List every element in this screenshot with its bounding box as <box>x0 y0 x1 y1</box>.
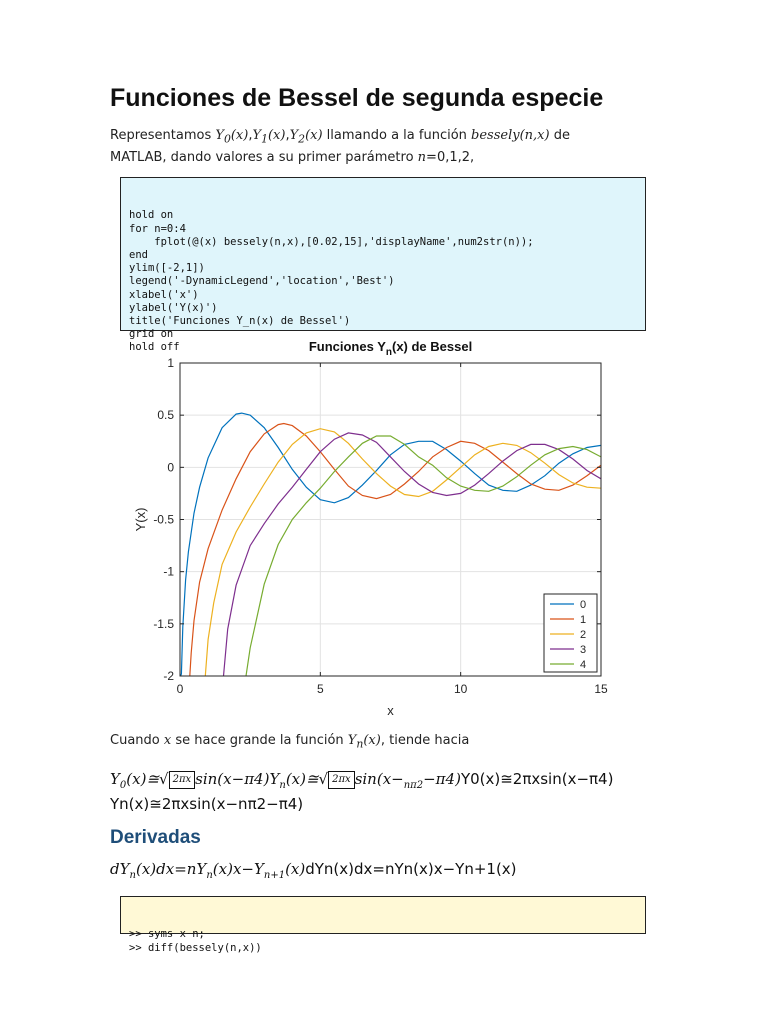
eq-term: (x)≅√ <box>126 770 169 788</box>
eq-sub: nπ2 <box>403 780 424 791</box>
asymptotic-equation <box>110 770 613 791</box>
eq-sub: n <box>129 870 136 881</box>
x-tick-label: 10 <box>453 682 468 696</box>
chart-title-main: Funciones Y <box>308 339 386 354</box>
x-tick-label: 0 <box>176 682 184 696</box>
page-title: Funciones de Bessel de segunda especie <box>110 84 604 112</box>
chart-title-sub: n <box>385 347 392 358</box>
intro-function-name: bessely(n,x) <box>471 128 550 143</box>
intro-param: n <box>417 149 427 165</box>
matlab-code-block <box>120 177 646 354</box>
intro-text: Representamos <box>110 128 216 143</box>
para-text: , tiende hacia <box>380 733 470 748</box>
y-tick-label: 0 <box>167 460 174 475</box>
section-heading-derivadas: Derivadas <box>110 827 201 848</box>
derivative-equation <box>110 860 517 881</box>
y-axis-label: Y(x) <box>133 507 148 532</box>
eq-term: dY <box>110 860 130 878</box>
para-yn-arg: (x) <box>363 733 381 748</box>
intro-y0-arg: (x) <box>230 128 249 143</box>
eq-term: sin(x− <box>354 770 404 788</box>
para-text: se hace grande la función <box>171 733 348 748</box>
legend-label: 2 <box>580 629 587 641</box>
y-tick-label: -2 <box>163 669 174 683</box>
x-axis-label: x <box>387 703 394 718</box>
code-line: title('Funciones Y_n(x) de Bessel') <box>129 314 351 327</box>
chart-title <box>309 339 472 358</box>
code-line: hold on <box>129 209 174 222</box>
intro-text: =0,1,2, <box>426 149 475 165</box>
intro-y1: Y <box>252 128 262 143</box>
y-tick-label: -1 <box>163 564 174 579</box>
code-line: ylim([-2,1]) <box>129 262 205 275</box>
sqrt-box: 2πx <box>328 771 355 789</box>
code-line: >> syms x n; <box>129 928 205 941</box>
x-tick-label: 5 <box>316 682 324 696</box>
para-text: Cuando <box>110 733 164 748</box>
para-yn: Y <box>347 733 357 748</box>
intro-y0: Y <box>215 128 224 143</box>
eq-term: (x) <box>285 860 306 878</box>
code-line: grid on <box>129 328 174 341</box>
limit-paragraph <box>110 733 469 751</box>
intro-text: de <box>549 128 570 143</box>
y-tick-label: -1.5 <box>153 616 174 631</box>
code-line: fplot(@(x) bessely(n,x),[0.02,15],'displayName',num2str(n)); <box>129 235 534 248</box>
eq-sub: n+1 <box>263 870 286 881</box>
sqrt-box: 2πx <box>169 771 196 789</box>
eq-term: (x)≅√ <box>285 770 329 788</box>
code-line: hold off <box>129 341 180 354</box>
legend-label: 0 <box>580 599 587 611</box>
command-window-block <box>120 896 646 954</box>
intro-y0-sub: 0 <box>223 132 231 146</box>
intro-paragraph <box>110 127 650 167</box>
intro-y2-arg: (x) <box>305 128 323 143</box>
intro-y2-sub: 2 <box>298 132 306 146</box>
chart-title-rest: (x) de Bessel <box>391 339 473 354</box>
code-line: legend('-DynamicLegend','location','Best') <box>129 275 395 288</box>
eq-term: −π4) <box>423 770 461 788</box>
para-yn-sub: n <box>356 737 364 751</box>
eq-sub: 0 <box>119 780 127 791</box>
eq-sub: n <box>279 780 286 791</box>
para-x: x <box>163 733 172 748</box>
code-line: ylabel('Y(x)') <box>129 301 218 314</box>
eq-plain: dYn(x)dx=nYn(x)x−Yn+1(x) <box>305 860 517 878</box>
intro-comma: , <box>285 128 290 143</box>
code-line: xlabel('x') <box>129 288 199 301</box>
intro-y1-sub: 1 <box>261 132 268 146</box>
legend-label: 4 <box>580 659 587 671</box>
bessel-chart <box>128 336 628 722</box>
asymptotic-equation-2: Yn(x)≅2πxsin(x−nπ2−π4) <box>110 795 304 813</box>
intro-text: llamando a la función <box>322 128 472 143</box>
code-line: for n=0:4 <box>129 222 186 235</box>
y-tick-label: -0.5 <box>153 512 174 527</box>
eq-term: Y <box>110 770 120 788</box>
eq-term: sin(x−π4) <box>195 770 270 788</box>
y-tick-label: 1 <box>167 356 174 370</box>
y-tick-label: 0.5 <box>157 408 174 423</box>
eq-sub: n <box>206 870 213 881</box>
eq-term: Y <box>269 770 280 788</box>
intro-y2: Y <box>289 128 299 143</box>
intro-comma: , <box>248 128 253 143</box>
eq-term: (x)x−Y <box>212 860 264 878</box>
legend-label: 3 <box>580 644 587 656</box>
intro-text: MATLAB, dando valores a su primer parámetro <box>110 149 418 165</box>
legend-label: 1 <box>580 614 587 626</box>
legend-box <box>544 594 597 672</box>
x-tick-label: 15 <box>594 682 608 696</box>
code-line: >> diff(bessely(n,x)) <box>129 941 262 954</box>
eq-plain: Y0(x)≅2πxsin(x−π4) <box>460 770 614 788</box>
eq-term: (x)dx=nY <box>135 860 207 878</box>
code-line: end <box>129 248 148 261</box>
intro-y1-arg: (x) <box>267 128 286 143</box>
